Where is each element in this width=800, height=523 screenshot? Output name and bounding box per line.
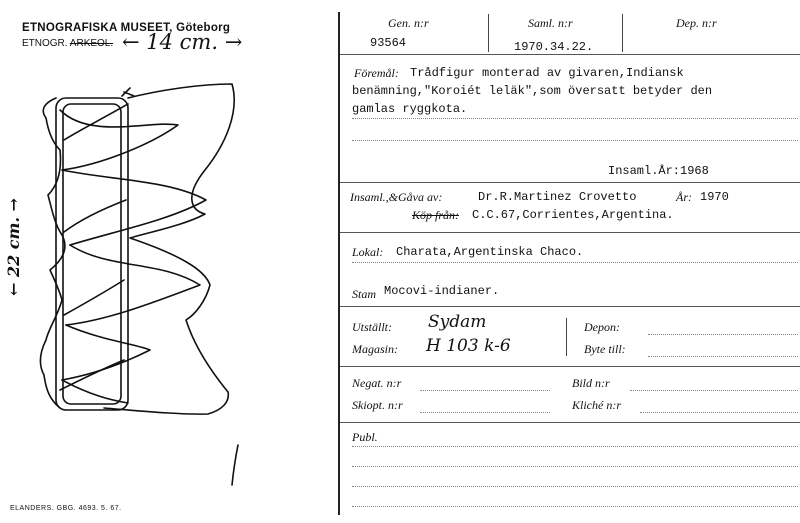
depon-dotline	[648, 334, 798, 335]
negat-label: Negat. n:r	[352, 376, 402, 390]
foremal-dotline-1	[352, 118, 798, 119]
magasin-label: Magasin:	[352, 342, 398, 356]
gava-ar-label: År:	[676, 190, 692, 204]
foremal-label: Föremål:	[354, 66, 399, 80]
foremal-line1: Trådfigur monterad av givaren,Indiansk	[410, 66, 684, 80]
gen-label: Gen. n:r	[388, 16, 429, 30]
printer-imprint: ELANDERS. GBG. 4693. 5. 67.	[10, 505, 122, 512]
foremal-rule	[340, 182, 800, 183]
dep-label: Dep. n:r	[676, 16, 717, 30]
magasin-value: H 103 k-6	[426, 336, 511, 356]
utstallt-value: Sydam	[428, 312, 487, 332]
byte-label: Byte till:	[584, 342, 626, 356]
saml-label: Saml. n:r	[528, 16, 573, 30]
header-rule	[340, 54, 800, 55]
publ-label: Publ.	[352, 430, 378, 444]
sketch-cross-6	[64, 104, 128, 140]
foremal-dotline-2	[352, 140, 798, 141]
foremal-line2: benämning,"Koroiét leläk",som översatt betyder den	[352, 84, 713, 98]
skiopt-dotline	[420, 412, 550, 413]
byte-dotline	[648, 356, 798, 357]
publ-dotline-3	[352, 486, 798, 487]
width-note: ← 14 cm. →	[122, 30, 243, 54]
lokal-label: Lokal:	[352, 245, 384, 259]
cliche-dotline	[640, 412, 798, 413]
cliche-label: Kliché n:r	[572, 398, 621, 412]
header-sep-1	[488, 14, 489, 52]
gava-rule	[340, 232, 800, 233]
kop-label: Köp från:	[412, 208, 460, 222]
height-note: ← 22 cm. →	[4, 197, 23, 296]
lokal-value: Charata,Argentinska Chaco.	[396, 245, 584, 259]
bild-dotline	[630, 390, 798, 391]
depon-label: Depon:	[584, 320, 620, 334]
sketch-frame-inner	[63, 104, 121, 404]
sketch-cross-7	[64, 200, 126, 232]
sketch-cross-8	[64, 280, 124, 315]
bild-label: Bild n:r	[572, 376, 610, 390]
sketch-cross-4	[62, 325, 150, 380]
sketch-cross-9	[60, 360, 124, 390]
card-divider	[338, 12, 340, 515]
string-figure-sketch	[0, 0, 338, 523]
sketch-outline	[40, 84, 234, 414]
lokal-dotline	[352, 262, 798, 263]
utstallt-label: Utställt:	[352, 320, 393, 334]
sketch-cross-1	[60, 110, 178, 170]
kop-value: C.C.67,Corrientes,Argentina.	[472, 208, 674, 222]
saml-value: 1970.34.22.	[514, 40, 594, 54]
negat-dotline	[420, 390, 550, 391]
publ-dotline-4	[352, 506, 798, 507]
depon-sep	[566, 318, 567, 356]
etnogr-label: ETNOGR.	[22, 38, 68, 49]
utstallt-rule	[340, 366, 800, 367]
sketch-cross-3	[66, 245, 200, 325]
arkeol-struck: ARKEOL.	[69, 38, 114, 49]
gen-value: 93564	[370, 36, 407, 50]
foremal-line3: gamlas ryggkota.	[352, 102, 468, 116]
insaml-ar: Insaml.År:1968	[608, 164, 709, 178]
stam-label: Stam	[352, 287, 376, 301]
gava-value: Dr.R.Martinez Crovetto	[478, 190, 637, 204]
stam-value: Mocovi-indianer.	[384, 284, 500, 298]
museum-name: ETNOGRAFISKA MUSEET, Göteborg	[22, 22, 231, 34]
stam-rule	[340, 306, 800, 307]
negat-rule	[340, 422, 800, 423]
skiopt-label: Skiopt. n:r	[352, 398, 403, 412]
gava-label: Insaml.,&Gåva av:	[350, 190, 443, 204]
sketch-arrow	[122, 88, 134, 96]
publ-dotline-1	[352, 446, 798, 447]
sketch-cross-2	[62, 170, 206, 245]
header-sep-2	[622, 14, 623, 52]
left-panel	[0, 0, 338, 523]
gava-ar-value: 1970	[700, 190, 729, 204]
sketch-stray-stroke	[232, 445, 238, 485]
publ-dotline-2	[352, 466, 798, 467]
